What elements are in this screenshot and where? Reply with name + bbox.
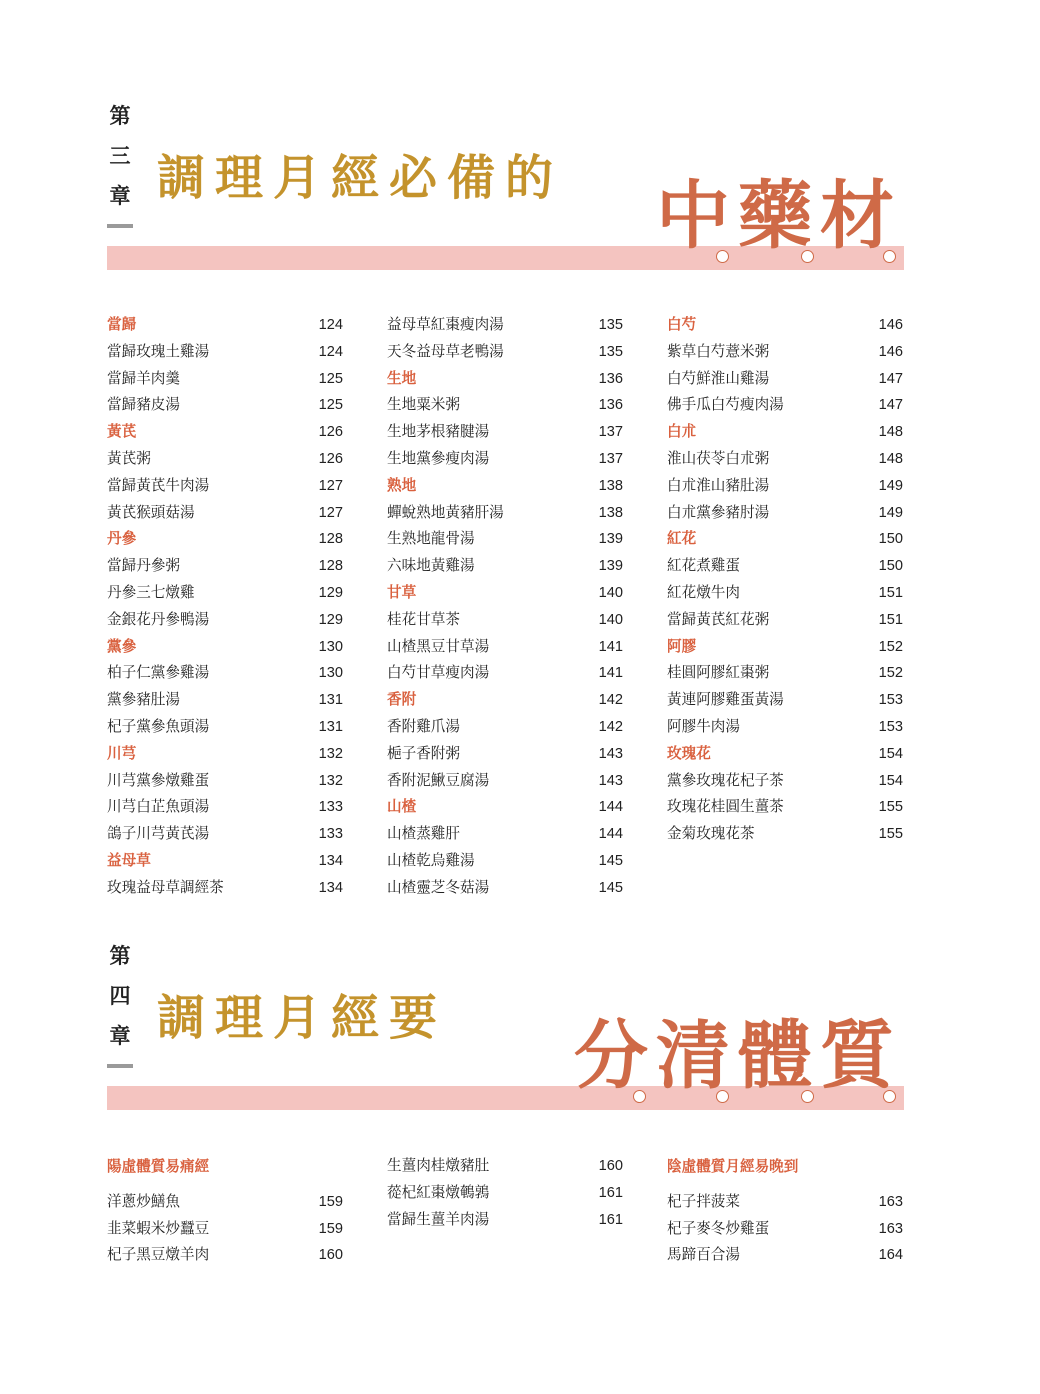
recipe-title: 山楂蒸雞肝: [387, 825, 460, 843]
toc-entry: [387, 312, 623, 339]
toc-section-heading: [667, 419, 903, 446]
page-number: 125: [318, 370, 343, 387]
page-number: 160: [598, 1158, 623, 1174]
recipe-title: 當歸生薑羊肉湯: [387, 1210, 490, 1228]
toc-column: [107, 312, 343, 902]
page-number: 137: [598, 450, 623, 467]
page-number: 140: [598, 584, 623, 601]
recipe-title: 川芎黨參燉雞蛋: [107, 771, 210, 789]
recipe-title: 丹參三七燉雞: [107, 583, 195, 601]
recipe-title: 白芍鮮淮山雞湯: [667, 369, 770, 387]
page-number: 159: [318, 1220, 343, 1237]
toc-entry: [107, 366, 343, 393]
toc-entry: [667, 687, 903, 714]
section-title: 川芎: [107, 744, 137, 762]
page-number: 143: [598, 745, 623, 762]
page-number: 126: [318, 424, 343, 441]
recipe-title: 紫草白芍薏米粥: [667, 342, 770, 360]
toc-entry: [387, 446, 623, 473]
toc-section-heading: [107, 741, 343, 768]
toc-section-heading: [107, 526, 343, 553]
toc-section-heading: [107, 634, 343, 661]
page-number: 142: [598, 718, 623, 735]
page-number: 129: [318, 584, 343, 601]
page-number: 163: [878, 1193, 903, 1210]
toc-section-heading: [667, 1154, 903, 1181]
page-number: 133: [318, 826, 343, 843]
toc-column: [667, 312, 903, 848]
toc-entry: [107, 687, 343, 714]
toc-section-heading: [667, 741, 903, 768]
recipe-title: 桂圓阿膠紅棗粥: [667, 664, 770, 682]
toc-entry: [667, 1216, 903, 1243]
page-number: 128: [318, 558, 343, 575]
toc-column: [387, 1153, 623, 1233]
toc-column: [667, 1154, 903, 1269]
toc-entry: [107, 339, 343, 366]
toc-entry: [107, 714, 343, 741]
page-number: 148: [878, 424, 903, 441]
toc-entry: [667, 1242, 903, 1269]
recipe-title: 香附雞爪湯: [387, 717, 460, 735]
chapter-title-emphasis: 分清體質: [574, 1013, 902, 1099]
recipe-title: 白朮淮山豬肚湯: [667, 476, 770, 494]
toc-entry: [387, 821, 623, 848]
page-number: 146: [878, 317, 903, 333]
recipe-title: 柏子仁黨參雞湯: [107, 664, 210, 682]
page-number: 161: [598, 1184, 623, 1201]
toc-entry: [667, 366, 903, 393]
recipe-title: 鴿子川芎黃芪湯: [107, 825, 210, 843]
recipe-title: 阿膠牛肉湯: [667, 717, 740, 735]
recipe-title: 杞子黑豆燉羊肉: [107, 1246, 210, 1264]
page-number: 163: [878, 1220, 903, 1237]
toc-entry: [667, 339, 903, 366]
recipe-title: 益母草紅棗瘦肉湯: [387, 316, 504, 333]
page-number: 143: [598, 772, 623, 789]
toc-entry: [667, 821, 903, 848]
spacer: [107, 1181, 343, 1189]
page-number: 127: [318, 504, 343, 521]
page-number: 149: [878, 477, 903, 494]
page-number: 140: [598, 611, 623, 628]
toc-entry: [667, 446, 903, 473]
page-number: 129: [318, 611, 343, 628]
page-number: 159: [318, 1193, 343, 1210]
page-number: 142: [598, 692, 623, 709]
section-title: 山楂: [387, 798, 417, 816]
toc-entry: [107, 1242, 343, 1269]
page-number: 152: [878, 665, 903, 682]
page-number: 135: [598, 343, 623, 360]
page-number: 150: [878, 558, 903, 575]
recipe-title: 紅花煮雞蛋: [667, 557, 740, 575]
page-number: 155: [878, 799, 903, 816]
recipe-title: 蓯杞紅棗燉鵪鶉: [387, 1183, 490, 1201]
recipe-title: 金菊玫瑰花茶: [667, 825, 755, 843]
recipe-title: 白朮黨參豬肘湯: [667, 503, 770, 521]
page-number: 139: [598, 558, 623, 575]
recipe-title: 玫瑰花桂圓生薑茶: [667, 798, 784, 816]
section-title: 黨參: [107, 637, 137, 655]
toc-entry: [387, 500, 623, 527]
page-number: 138: [598, 477, 623, 494]
toc-entry: [387, 419, 623, 446]
toc-entry: [667, 580, 903, 607]
page-number: 135: [598, 317, 623, 333]
page-number: 128: [318, 531, 343, 548]
toc-section-heading: [107, 419, 343, 446]
toc-section-heading: [387, 366, 623, 393]
page-number: 154: [878, 745, 903, 762]
toc-entry: [667, 607, 903, 634]
toc-entry: [667, 794, 903, 821]
section-title: 紅花: [667, 530, 697, 548]
toc-section-heading: [667, 312, 903, 339]
page-number: 145: [598, 879, 623, 896]
recipe-title: 淮山茯苓白朮粥: [667, 449, 770, 467]
page-number: 152: [878, 638, 903, 655]
recipe-title: 蟬蛻熟地黃豬肝湯: [387, 503, 504, 521]
page-number: 149: [878, 504, 903, 521]
spacer: [667, 1181, 903, 1189]
section-title: 生地: [387, 369, 417, 387]
section-title: 白朮: [667, 423, 697, 441]
toc-entry: [387, 875, 623, 902]
toc-entry: [667, 500, 903, 527]
section-title: 甘草: [387, 583, 417, 601]
chapter-label-char: 第: [109, 103, 131, 128]
page-number: 130: [318, 665, 343, 682]
recipe-title: 黨參豬肚湯: [107, 691, 180, 709]
chapter-title: 調理月經必備的: [157, 150, 564, 206]
toc-entry: [387, 741, 623, 768]
page-number: 137: [598, 424, 623, 441]
page-number: 125: [318, 397, 343, 414]
page-number: 151: [878, 611, 903, 628]
toc-entry: [387, 1153, 623, 1180]
toc-entry: [107, 768, 343, 795]
toc-entry: [107, 660, 343, 687]
toc-entry: [107, 1189, 343, 1216]
page-number: 131: [318, 692, 343, 709]
section-title: 當歸: [107, 316, 137, 333]
toc-column: [387, 312, 623, 902]
toc-entry: [107, 875, 343, 902]
recipe-title: 天冬益母草老鴨湯: [387, 342, 504, 360]
page-number: 164: [878, 1247, 903, 1264]
recipe-title: 紅花燉牛肉: [667, 583, 740, 601]
toc-entry: [387, 553, 623, 580]
toc-entry: [107, 821, 343, 848]
toc-column: [107, 1154, 343, 1269]
page-number: 136: [598, 370, 623, 387]
toc-entry: [107, 446, 343, 473]
recipe-title: 當歸豬皮湯: [107, 396, 180, 414]
page-number: 134: [318, 879, 343, 896]
page-number: 132: [318, 772, 343, 789]
recipe-title: 生地茅根豬腱湯: [387, 423, 490, 441]
page-number: 151: [878, 584, 903, 601]
page-number: 153: [878, 692, 903, 709]
chapter-title: 調理月經要: [157, 990, 448, 1046]
toc-entry: [387, 660, 623, 687]
recipe-title: 生地黨參瘦肉湯: [387, 449, 490, 467]
toc-entry: [387, 768, 623, 795]
toc-entry: [387, 848, 623, 875]
toc-entry: [387, 1207, 623, 1234]
page-number: 124: [318, 317, 343, 333]
recipe-title: 生薑肉桂燉豬肚: [387, 1157, 490, 1174]
chapter-label: [107, 96, 133, 216]
recipe-title: 當歸羊肉羹: [107, 369, 180, 387]
toc-entry: [387, 714, 623, 741]
page-number: 141: [598, 638, 623, 655]
page-number: 130: [318, 638, 343, 655]
section-title: 熟地: [387, 476, 417, 494]
chapter-divider: [107, 224, 133, 228]
page-number: 131: [318, 718, 343, 735]
page-number: 144: [598, 826, 623, 843]
page-number: 144: [598, 799, 623, 816]
recipe-title: 桂花甘草茶: [387, 610, 460, 628]
section-title: 陰虛體質月經易晚到: [667, 1158, 799, 1175]
recipe-title: 杞子黨參魚頭湯: [107, 717, 210, 735]
page-number: 154: [878, 772, 903, 789]
recipe-title: 香附泥鰍豆腐湯: [387, 771, 490, 789]
toc-entry: [387, 392, 623, 419]
recipe-title: 山楂靈芝冬菇湯: [387, 878, 490, 896]
chapter-title-emphasis: 中藥材: [656, 173, 902, 259]
toc-entry: [107, 553, 343, 580]
page-number: 153: [878, 718, 903, 735]
recipe-title: 當歸黃芪牛肉湯: [107, 476, 210, 494]
recipe-title: 山楂乾烏雞湯: [387, 851, 475, 869]
section-title: 玫瑰花: [667, 744, 711, 762]
recipe-title: 生熟地龍骨湯: [387, 530, 475, 548]
section-title: 黃芪: [107, 423, 137, 441]
toc-section-heading: [107, 848, 343, 875]
page-number: 139: [598, 531, 623, 548]
toc-entry: [107, 473, 343, 500]
page-number: 147: [878, 397, 903, 414]
chapter-divider: [107, 1064, 133, 1068]
toc-entry: [107, 580, 343, 607]
toc-section-heading: [107, 312, 343, 339]
toc-section-heading: [387, 580, 623, 607]
toc-entry: [387, 339, 623, 366]
chapter-label-char: 第: [109, 943, 131, 968]
section-title: 丹參: [107, 530, 137, 548]
recipe-title: 白芍甘草瘦肉湯: [387, 664, 490, 682]
recipe-title: 黃連阿膠雞蛋黃湯: [667, 691, 784, 709]
toc-entry: [107, 392, 343, 419]
section-title: 益母草: [107, 851, 151, 869]
page-number: 132: [318, 745, 343, 762]
page-number: 148: [878, 450, 903, 467]
recipe-title: 當歸黃芪紅花粥: [667, 610, 770, 628]
recipe-title: 黃芪粥: [107, 449, 151, 467]
chapter-label-char: 四: [109, 983, 131, 1008]
recipe-title: 六味地黃雞湯: [387, 557, 475, 575]
page-number: 161: [598, 1211, 623, 1228]
toc-entry: [667, 1189, 903, 1216]
recipe-title: 生地粟米粥: [387, 396, 460, 414]
toc-entry: [667, 714, 903, 741]
recipe-title: 金銀花丹參鴨湯: [107, 610, 210, 628]
recipe-title: 當歸丹參粥: [107, 557, 180, 575]
page-number: 146: [878, 343, 903, 360]
section-title: 香附: [387, 691, 417, 709]
toc-entry: [107, 794, 343, 821]
toc-entry: [667, 660, 903, 687]
page-number: 127: [318, 477, 343, 494]
page-number: 145: [598, 852, 623, 869]
recipe-title: 當歸玫瑰土雞湯: [107, 342, 210, 360]
toc-entry: [107, 500, 343, 527]
page-number: 138: [598, 504, 623, 521]
chapter-label: [107, 936, 133, 1056]
recipe-title: 杞子麥冬炒雞蛋: [667, 1219, 770, 1237]
chapter-label-char: 三: [109, 143, 131, 168]
toc-entry: [667, 768, 903, 795]
recipe-title: 佛手瓜白芍瘦肉湯: [667, 396, 784, 414]
recipe-title: 杞子拌菠菜: [667, 1192, 740, 1210]
toc-entry: [667, 553, 903, 580]
page-number: 126: [318, 450, 343, 467]
recipe-title: 玫瑰益母草調經茶: [107, 878, 224, 896]
page-number: 150: [878, 531, 903, 548]
page-number: 124: [318, 343, 343, 360]
toc-entry: [667, 392, 903, 419]
recipe-title: 韭菜蝦米炒蠶豆: [107, 1219, 210, 1237]
recipe-title: 山楂黑豆甘草湯: [387, 637, 490, 655]
toc-section-heading: [387, 473, 623, 500]
page-number: 141: [598, 665, 623, 682]
toc-entry: [107, 607, 343, 634]
section-title: 阿膠: [667, 637, 697, 655]
toc-section-heading: [387, 794, 623, 821]
section-title: 白芍: [667, 316, 697, 333]
recipe-title: 梔子香附粥: [387, 744, 460, 762]
toc-entry: [387, 607, 623, 634]
recipe-title: 川芎白芷魚頭湯: [107, 798, 210, 816]
toc-entry: [107, 1216, 343, 1243]
toc-entry: [667, 473, 903, 500]
chapter-label-char: 章: [109, 183, 131, 208]
recipe-title: 洋蔥炒鱔魚: [107, 1192, 180, 1210]
toc-entry: [387, 526, 623, 553]
page-number: 147: [878, 370, 903, 387]
recipe-title: 黨參玫瑰花杞子茶: [667, 771, 784, 789]
page-number: 155: [878, 826, 903, 843]
recipe-title: 馬蹄百合湯: [667, 1246, 740, 1264]
toc-section-heading: [387, 687, 623, 714]
toc-section-heading: [667, 526, 903, 553]
toc-section-heading: [667, 634, 903, 661]
section-title: 陽虛體質易痛經: [107, 1158, 210, 1175]
page-number: 134: [318, 852, 343, 869]
recipe-title: 黃芪猴頭菇湯: [107, 503, 195, 521]
toc-section-heading: [107, 1154, 343, 1181]
toc-entry: [387, 634, 623, 661]
chapter-label-char: 章: [109, 1023, 131, 1048]
page-number: 133: [318, 799, 343, 816]
toc-entry: [387, 1180, 623, 1207]
page-number: 160: [318, 1247, 343, 1264]
page-number: 136: [598, 397, 623, 414]
